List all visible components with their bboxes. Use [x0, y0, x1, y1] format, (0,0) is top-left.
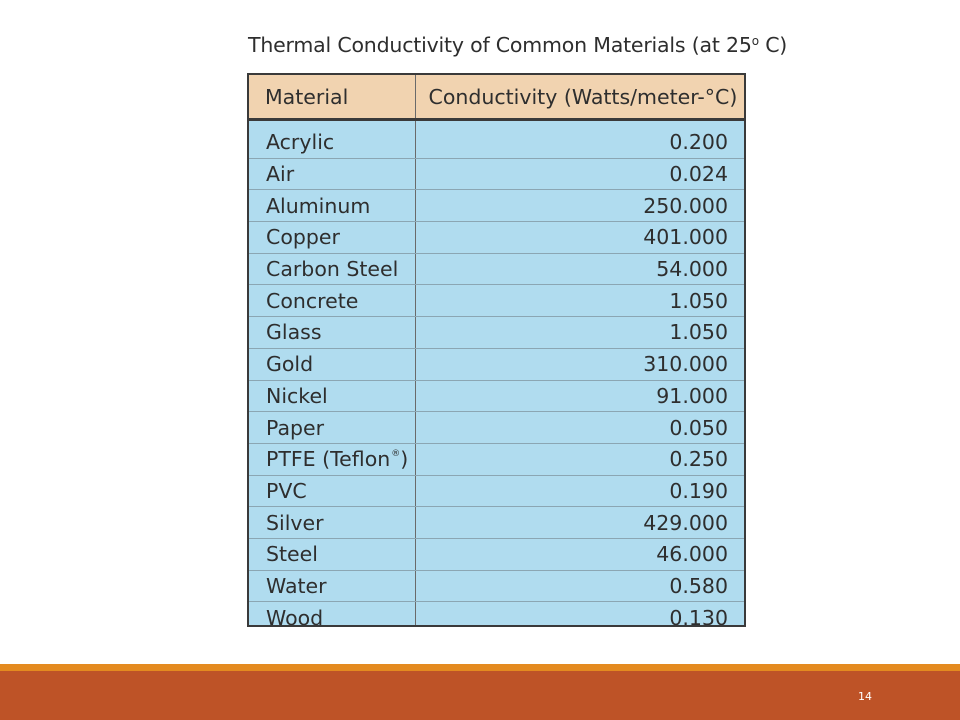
- material-cell: [249, 443, 415, 475]
- material-cell: PVC: [249, 475, 415, 507]
- header-conductivity: Conductivity (Watts/meter-°C): [415, 75, 744, 120]
- value-cell: 0.200: [415, 120, 744, 159]
- value-cell: 54.000: [415, 253, 744, 285]
- material-cell: Carbon Steel: [249, 253, 415, 285]
- table-row: [249, 412, 744, 444]
- material-cell: Copper: [249, 222, 415, 254]
- material-cell: Air: [249, 158, 415, 190]
- table-row: [249, 380, 744, 412]
- material-cell: Steel: [249, 538, 415, 570]
- footer-accent-stripe: [0, 664, 960, 671]
- slide-title: [248, 33, 787, 57]
- table-row: [249, 120, 744, 159]
- value-cell: 0.190: [415, 475, 744, 507]
- table-row: [249, 285, 744, 317]
- material-cell: Paper: [249, 412, 415, 444]
- table-row: [249, 538, 744, 570]
- conductivity-table: [247, 73, 746, 627]
- value-cell: 0.024: [415, 158, 744, 190]
- value-cell: 91.000: [415, 380, 744, 412]
- header-material: Material: [249, 75, 415, 120]
- value-cell: 429.000: [415, 507, 744, 539]
- material-cell: Concrete: [249, 285, 415, 317]
- value-cell: 46.000: [415, 538, 744, 570]
- material-cell: Silver: [249, 507, 415, 539]
- material-cell: Gold: [249, 348, 415, 380]
- ptfe-close: ): [400, 447, 409, 472]
- footer-band: [0, 671, 960, 720]
- value-cell: 401.000: [415, 222, 744, 254]
- value-cell: 0.050: [415, 412, 744, 444]
- table-row: [249, 570, 744, 602]
- title-degree: o: [751, 34, 759, 48]
- table-row: [249, 253, 744, 285]
- material-cell: Nickel: [249, 380, 415, 412]
- page-number: 14: [858, 690, 872, 703]
- value-cell: 1.050: [415, 317, 744, 349]
- value-cell: 250.000: [415, 190, 744, 222]
- table-row: [249, 190, 744, 222]
- value-cell: 1.050: [415, 285, 744, 317]
- table-row: [249, 222, 744, 254]
- table-row: [249, 475, 744, 507]
- table-row: [249, 158, 744, 190]
- table-row: [249, 348, 744, 380]
- material-cell: Glass: [249, 317, 415, 349]
- material-cell: Acrylic: [249, 120, 415, 159]
- table-header-row: [249, 75, 744, 120]
- material-cell: Aluminum: [249, 190, 415, 222]
- value-cell: 310.000: [415, 348, 744, 380]
- title-main: Thermal Conductivity of Common Materials (at 25: [248, 33, 752, 57]
- ptfe-label: PTFE (Teflon: [266, 447, 391, 472]
- value-cell: 0.250: [415, 443, 744, 475]
- value-cell: 0.580: [415, 570, 744, 602]
- table-row: [249, 602, 744, 627]
- table-row: [249, 507, 744, 539]
- value-cell: 0.130: [415, 602, 744, 627]
- material-cell: Wood: [266, 605, 324, 627]
- registered-mark: ®: [391, 449, 401, 460]
- title-end: C): [758, 33, 788, 57]
- material-cell: Water: [249, 570, 415, 602]
- table-row: [249, 443, 744, 475]
- table-row: [249, 317, 744, 349]
